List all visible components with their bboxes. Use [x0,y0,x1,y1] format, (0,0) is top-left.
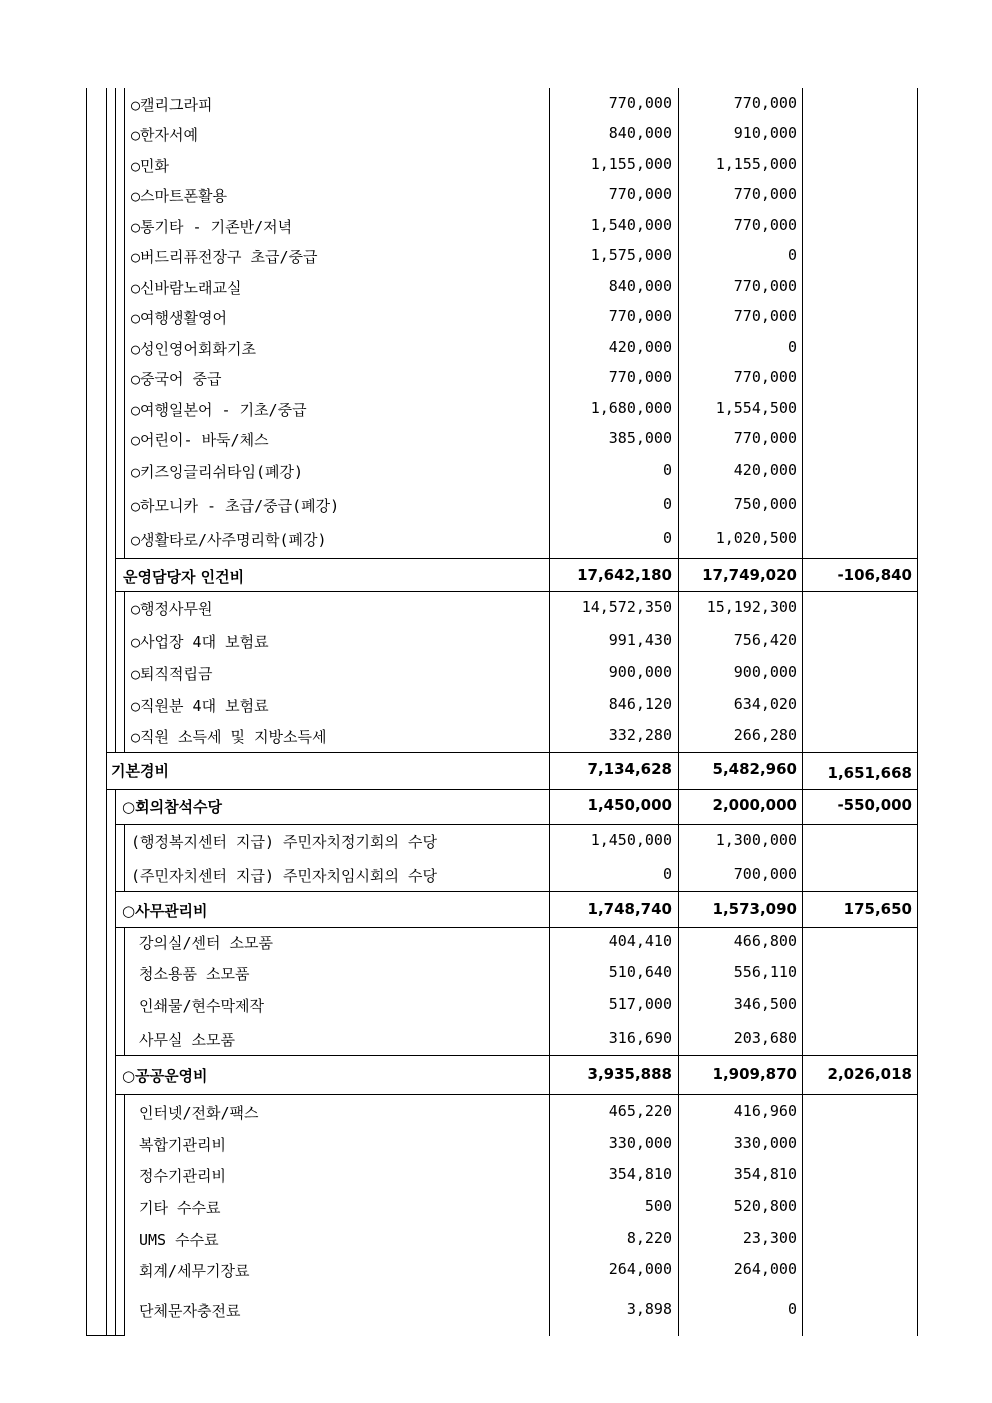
current-amount: 634,020 [733,695,797,713]
current-amount: 330,000 [733,1134,797,1152]
row-label: ○직원 소득세 및 지방소득세 [131,728,327,746]
previous-amount: 354,810 [608,1165,672,1183]
grid-line [917,88,918,1336]
grid-line [115,1094,918,1095]
row-label: (행정복지센터 지급) 주민자치정기회의 수당 [131,833,437,851]
grid-line [115,927,918,928]
row-label: ○사무관리비 [122,902,208,920]
difference-amount: 1,651,668 [827,764,912,782]
current-amount: 910,000 [733,124,797,142]
previous-amount: 846,120 [608,695,672,713]
previous-amount: 500 [644,1197,672,1215]
current-amount: 203,680 [733,1029,797,1047]
row-label: 정수기관리비 [139,1167,226,1185]
previous-amount: 330,000 [608,1134,672,1152]
difference-amount: -550,000 [837,796,912,814]
current-amount: 346,500 [733,995,797,1013]
previous-amount: 770,000 [608,94,672,112]
current-amount: 1,020,500 [715,529,797,547]
previous-amount: 385,000 [608,429,672,447]
current-amount: 770,000 [733,307,797,325]
previous-amount: 332,280 [608,726,672,744]
grid-line [802,88,803,1336]
current-amount: 770,000 [733,216,797,234]
previous-amount: 264,000 [608,1260,672,1278]
previous-amount: 517,000 [608,995,672,1013]
previous-amount: 7,134,628 [587,760,672,778]
current-amount: 23,300 [742,1229,797,1247]
previous-amount: 1,450,000 [590,831,672,849]
row-label: ○하모니카 - 초급/중급(폐강) [131,497,340,515]
row-label: ○생활타로/사주명리학(폐강) [131,531,327,549]
grid-line [106,789,918,790]
difference-amount: 175,650 [843,900,912,918]
previous-amount: 14,572,350 [581,598,672,616]
row-label: ○버드리퓨전장구 초급/중급 [131,248,318,266]
grid-line [115,789,116,1336]
row-label: ○어린이- 바둑/체스 [131,431,269,449]
row-label: ○여행일본어 - 기초/중급 [131,401,307,419]
row-label: ○키즈잉글리쉬타임(폐강) [131,463,303,481]
row-label: ○통기타 - 기존반/저녁 [131,218,293,236]
row-label: ○캘리그라피 [131,96,213,114]
grid-line [115,824,918,825]
row-label: ○직원분 4대 보험료 [131,697,269,715]
current-amount: 5,482,960 [712,760,797,778]
previous-amount: 510,640 [608,963,672,981]
previous-amount: 900,000 [608,663,672,681]
current-amount: 770,000 [733,277,797,295]
row-label: 기본경비 [111,762,169,780]
current-amount: 0 [787,246,797,264]
grid-line [106,88,107,1336]
row-label: ○스마트폰활용 [131,187,227,205]
previous-amount: 770,000 [608,307,672,325]
current-amount: 770,000 [733,429,797,447]
previous-amount: 420,000 [608,338,672,356]
current-amount: 15,192,300 [706,598,797,616]
previous-amount: 0 [662,865,672,883]
row-label: ○신바람노래교실 [131,279,242,297]
previous-amount: 0 [662,529,672,547]
previous-amount: 1,540,000 [590,216,672,234]
previous-amount: 8,220 [626,1229,672,1247]
current-amount: 1,155,000 [715,155,797,173]
current-amount: 770,000 [733,94,797,112]
current-amount: 1,573,090 [712,900,797,918]
current-amount: 0 [787,1300,797,1318]
previous-amount: 1,450,000 [587,796,672,814]
previous-amount: 840,000 [608,277,672,295]
current-amount: 770,000 [733,368,797,386]
previous-amount: 1,680,000 [590,399,672,417]
previous-amount: 1,575,000 [590,246,672,264]
row-label: 강의실/센터 소모품 [139,934,273,952]
previous-amount: 1,155,000 [590,155,672,173]
current-amount: 264,000 [733,1260,797,1278]
row-label: 복합기관리비 [139,1136,226,1154]
previous-amount: 0 [662,461,672,479]
previous-amount: 404,410 [608,932,672,950]
grid-line [678,88,679,1336]
previous-amount: 1,748,740 [587,900,672,918]
current-amount: 556,110 [733,963,797,981]
grid-line [106,752,918,753]
row-label: ○퇴직적립금 [131,665,213,683]
grid-line [124,927,125,1055]
grid-line [115,88,116,752]
current-amount: 266,280 [733,726,797,744]
previous-amount: 465,220 [608,1102,672,1120]
difference-amount: 2,026,018 [827,1065,912,1083]
previous-amount: 840,000 [608,124,672,142]
row-label: 청소용품 소모품 [139,965,250,983]
grid-line [124,824,125,891]
row-label: ○행정사무원 [131,600,213,618]
current-amount: 520,800 [733,1197,797,1215]
grid-line [124,88,125,558]
current-amount: 0 [787,338,797,356]
row-label: UMS 수수료 [139,1231,219,1249]
current-amount: 700,000 [733,865,797,883]
grid-line [549,88,550,1336]
row-label: 사무실 소모품 [139,1031,235,1049]
grid-line [86,88,87,1336]
current-amount: 1,554,500 [715,399,797,417]
grid-line [86,1335,125,1336]
row-label: 단체문자충전료 [139,1302,241,1320]
current-amount: 770,000 [733,185,797,203]
previous-amount: 0 [662,495,672,513]
current-amount: 354,810 [733,1165,797,1183]
row-label: ○중국어 중급 [131,370,222,388]
grid-line [124,592,125,752]
previous-amount: 991,430 [608,631,672,649]
row-label: ○민화 [131,157,170,175]
row-label: ○한자서예 [131,126,198,144]
previous-amount: 770,000 [608,368,672,386]
difference-amount: -106,840 [837,566,912,584]
row-label: ○공공운영비 [122,1067,208,1085]
grid-line [115,558,918,559]
row-label: 인쇄물/현수막제작 [139,997,264,1015]
grid-line [115,591,918,592]
current-amount: 2,000,000 [712,796,797,814]
current-amount: 900,000 [733,663,797,681]
grid-line [124,1094,125,1336]
previous-amount: 770,000 [608,185,672,203]
current-amount: 466,800 [733,932,797,950]
current-amount: 756,420 [733,631,797,649]
row-label: ○회의참석수당 [122,798,223,816]
current-amount: 1,909,870 [712,1065,797,1083]
row-label: ○사업장 4대 보험료 [131,633,269,651]
previous-amount: 316,690 [608,1029,672,1047]
previous-amount: 3,898 [626,1300,672,1318]
row-label: ○성인영어회화기초 [131,340,256,358]
current-amount: 416,960 [733,1102,797,1120]
row-label: 인터넷/전화/팩스 [139,1104,259,1122]
current-amount: 420,000 [733,461,797,479]
row-label: 운영담당자 인건비 [123,568,245,586]
grid-line [115,891,918,892]
current-amount: 17,749,020 [702,566,797,584]
current-amount: 750,000 [733,495,797,513]
grid-line [115,1055,918,1056]
row-label: (주민자치센터 지급) 주민자치임시회의 수당 [131,867,437,885]
current-amount: 1,300,000 [715,831,797,849]
previous-amount: 3,935,888 [587,1065,672,1083]
previous-amount: 17,642,180 [577,566,672,584]
row-label: ○여행생활영어 [131,309,227,327]
row-label: 회계/세무기장료 [139,1262,250,1280]
row-label: 기타 수수료 [139,1199,221,1217]
